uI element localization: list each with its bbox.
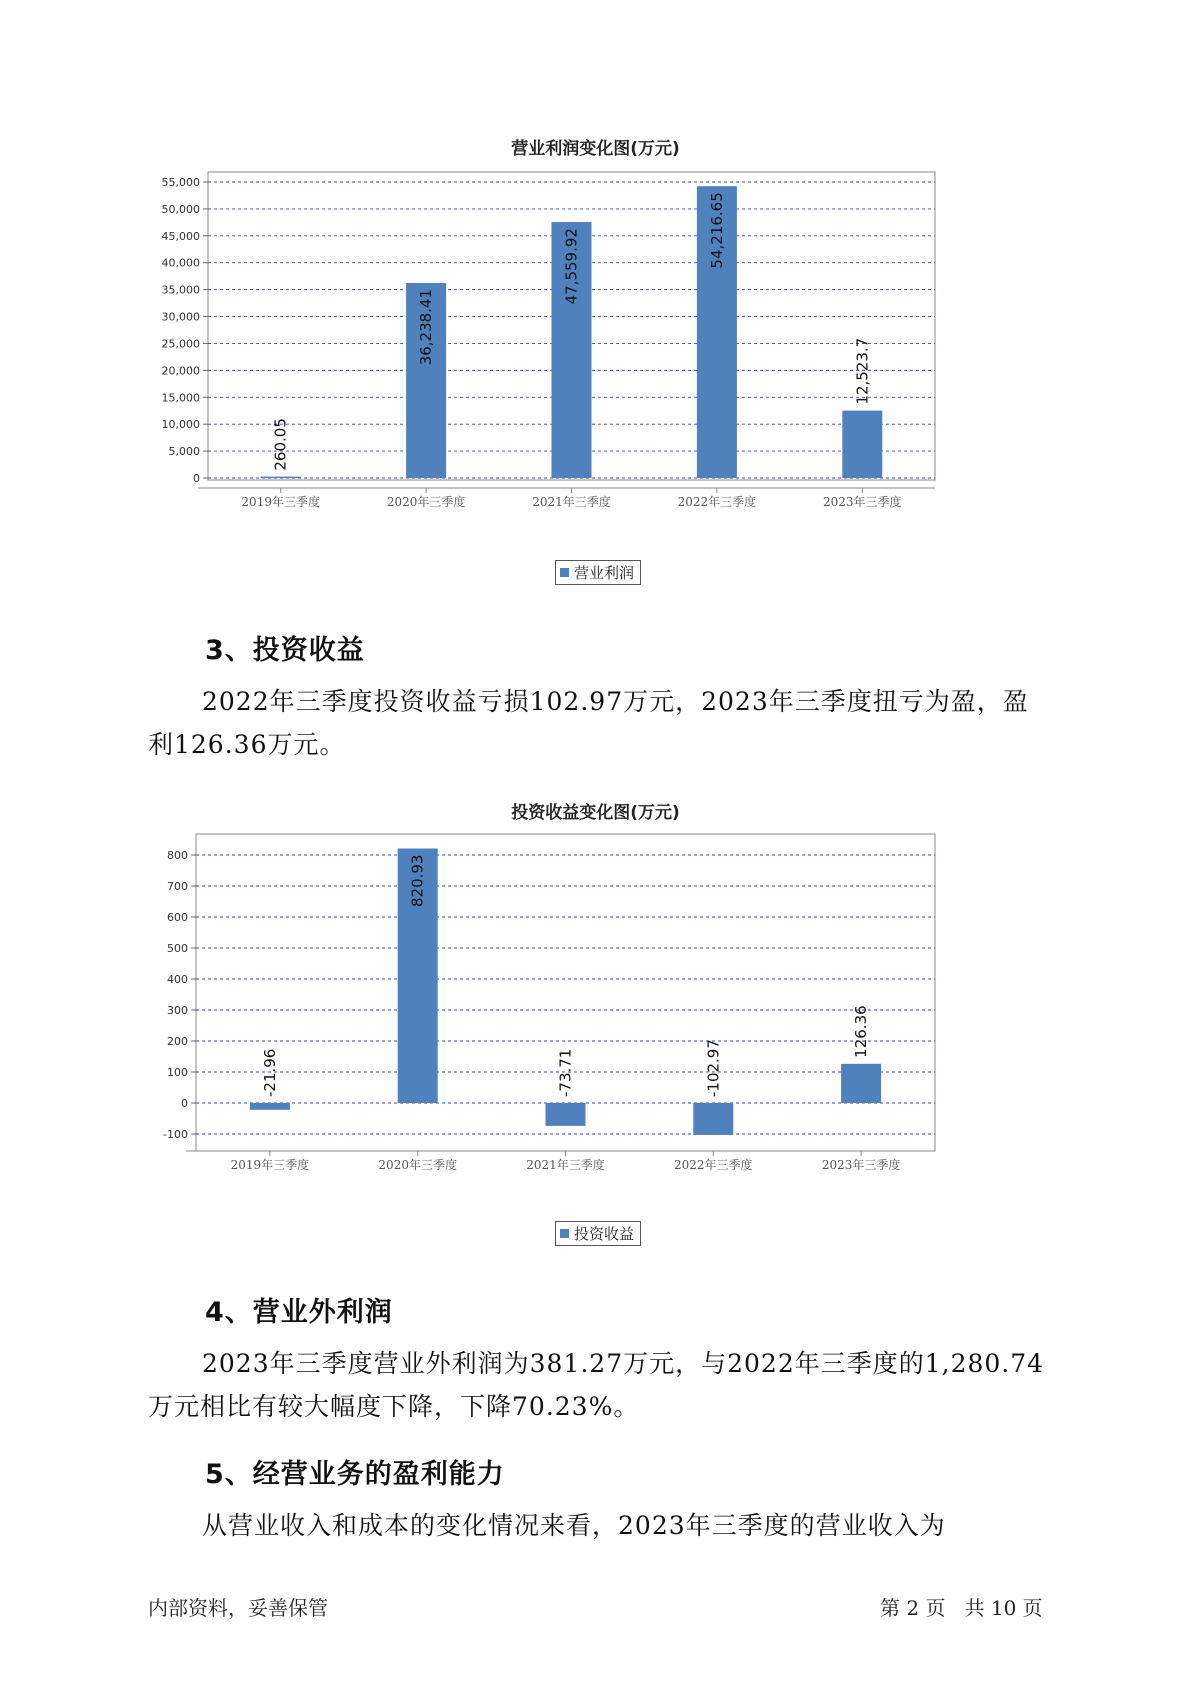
legend-label: 营业利润 — [574, 564, 635, 582]
x-tick-label: 2021年三季度 — [532, 495, 611, 509]
y-tick-label: 800 — [167, 849, 188, 862]
x-tick-label: 2023年三季度 — [821, 1158, 901, 1172]
y-tick-label: 20,000 — [161, 364, 200, 378]
y-tick-label: 15,000 — [161, 391, 200, 405]
footer-confidential-note: 内部资料，妥善保管 — [148, 1596, 328, 1620]
investment-income-chart-svg — [150, 832, 950, 1192]
section-paragraph-non-operating-profit — [148, 1342, 1053, 1428]
x-tick-label: 2021年三季度 — [526, 1158, 605, 1172]
y-tick-label: 0 — [193, 472, 200, 485]
data-label: 36,238.41 — [417, 288, 436, 366]
y-tick-label: 50,000 — [161, 202, 200, 216]
x-tick-label: 2023年三季度 — [823, 495, 902, 509]
y-tick-label: 0 — [181, 1097, 188, 1110]
bar — [693, 1103, 733, 1135]
paragraph-line: 2022年三季度投资收益亏损102.97万元，2023年三季度扭亏为盈，盈 — [202, 687, 1029, 716]
data-label: 47,559.92 — [562, 228, 581, 305]
x-tick-label: 2019年三季度 — [230, 1158, 310, 1172]
paragraph-line: 万元相比有较大幅度下降，下降70.23%。 — [148, 1392, 640, 1421]
data-label: 820.93 — [408, 854, 427, 908]
bar — [842, 411, 882, 478]
legend-operating-profit — [555, 560, 641, 585]
y-tick-label: 500 — [167, 942, 188, 955]
data-label: 260.05 — [271, 418, 290, 471]
paragraph-line: 2023年三季度营业外利润为381.27万元，与2022年三季度的1,280.74 — [202, 1349, 1045, 1378]
data-label: -21.96 — [260, 1048, 279, 1097]
operating-profit-chart — [150, 168, 950, 528]
y-tick-label: 400 — [167, 973, 188, 986]
section-heading-profitability: 5、经营业务的盈利能力 — [205, 1459, 505, 1490]
y-tick-label: 40,000 — [161, 256, 200, 270]
legend-swatch — [560, 568, 569, 577]
section-paragraph-investment-income — [148, 680, 1053, 766]
bar — [841, 1064, 881, 1103]
footer-page-number: 第 2 页 共 10 页 — [880, 1596, 1043, 1620]
chart-title-investment-income: 投资收益变化图(万元) — [511, 803, 680, 823]
x-tick-label: 2022年三季度 — [677, 495, 757, 509]
data-label: -102.97 — [704, 1039, 723, 1097]
data-label: -73.71 — [556, 1048, 575, 1097]
legend-label: 投资收益 — [574, 1225, 635, 1243]
bar — [546, 1103, 586, 1126]
chart-title-operating-profit: 营业利润变化图(万元) — [511, 139, 680, 159]
data-label: 12,523.7 — [853, 337, 872, 405]
paragraph-line: 从营业收入和成本的变化情况来看，2023年三季度的营业收入为 — [202, 1511, 946, 1540]
x-tick-label: 2020年三季度 — [386, 495, 466, 509]
x-tick-label: 2020年三季度 — [378, 1158, 457, 1172]
investment-income-chart — [150, 832, 950, 1192]
paragraph-line: 利126.36万元。 — [148, 730, 346, 759]
bar — [261, 477, 301, 479]
bar — [250, 1103, 290, 1110]
y-tick-label: 700 — [167, 880, 188, 893]
section-heading-non-operating-profit: 4、营业外利润 — [205, 1297, 393, 1328]
y-tick-label: 600 — [167, 911, 188, 924]
y-tick-label: 45,000 — [161, 229, 200, 243]
y-tick-label: 25,000 — [161, 337, 200, 351]
section-heading-investment-income: 3、投资收益 — [205, 635, 365, 666]
x-tick-label: 2019年三季度 — [241, 495, 320, 509]
legend-investment-income — [555, 1221, 641, 1246]
y-tick-label: 300 — [167, 1004, 188, 1017]
y-tick-label: 100 — [167, 1066, 188, 1079]
operating-profit-chart-svg — [150, 168, 950, 528]
data-label: 126.36 — [852, 1005, 871, 1058]
y-tick-label: 35,000 — [161, 283, 200, 297]
y-tick-label: 200 — [167, 1035, 188, 1048]
data-label: 54,216.65 — [707, 192, 726, 269]
y-tick-label: 55,000 — [161, 176, 200, 189]
y-tick-label: 30,000 — [161, 310, 200, 324]
y-tick-label: 5,000 — [168, 445, 200, 459]
legend-swatch — [560, 1229, 569, 1238]
y-tick-label: 10,000 — [161, 418, 200, 432]
section-paragraph-profitability — [148, 1504, 1053, 1547]
y-tick-label: -100 — [163, 1128, 188, 1141]
x-tick-label: 2022年三季度 — [674, 1158, 753, 1172]
